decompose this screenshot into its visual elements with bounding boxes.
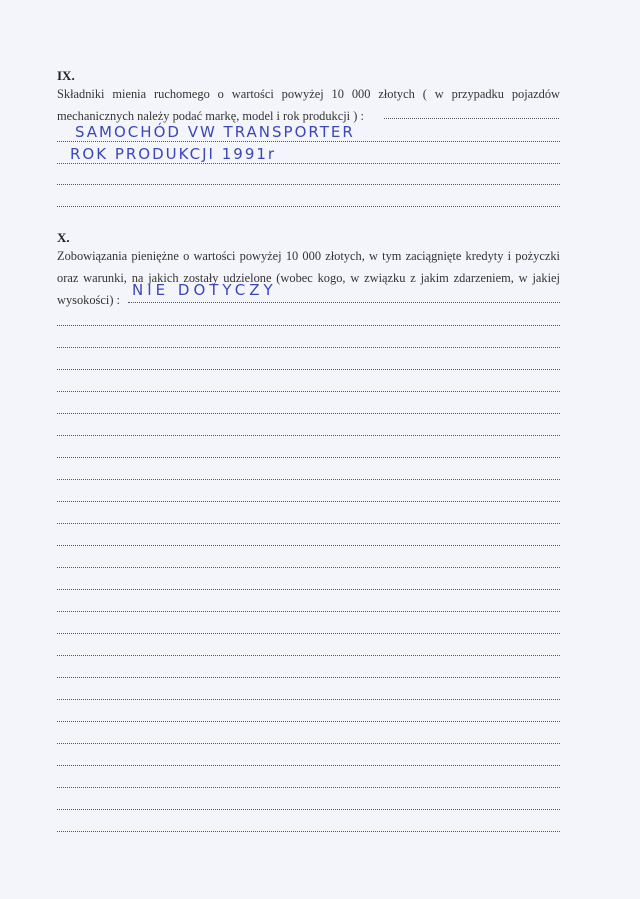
section-x-text-line1: Zobowiązania pieniężne o wartości powyżej 10 000 złotych, w tym zaciągnięte kredyty i pożyczki — [57, 249, 560, 263]
handwritten-production-year: ROK PRODUKCJI 1991r — [70, 145, 277, 163]
answer-line — [57, 391, 560, 392]
answer-line — [57, 743, 560, 744]
answer-line — [57, 501, 560, 502]
answer-line — [57, 589, 560, 590]
section-x-text-line2: oraz warunki, na jakich zostały udzielone (wobec kogo, w związku z jakim zdarzeniem, w jakiej — [57, 271, 560, 285]
handwritten-not-applicable: NIE DOTYCZY — [132, 281, 277, 299]
answer-line — [57, 325, 560, 326]
answer-line — [57, 699, 560, 700]
answer-line — [57, 721, 560, 722]
section-x-heading: X. — [57, 230, 70, 245]
answer-line — [57, 163, 560, 164]
answer-line — [57, 567, 560, 568]
section-ix-text-line1: Składniki mienia ruchomego o wartości powyżej 10 000 złotych ( w przypadku pojazdów — [57, 87, 560, 101]
answer-line — [128, 302, 560, 303]
answer-line — [57, 184, 560, 185]
answer-line — [57, 369, 560, 370]
answer-line — [57, 413, 560, 414]
answer-line — [57, 655, 560, 656]
answer-line — [57, 347, 560, 348]
section-x-text-line3: wysokości) : — [57, 293, 120, 307]
handwritten-vehicle: SAMOCHÓD VW TRANSPORTER — [75, 123, 355, 141]
answer-line — [57, 545, 560, 546]
answer-line — [57, 523, 560, 524]
answer-line — [57, 765, 560, 766]
answer-line — [57, 787, 560, 788]
answer-line — [57, 435, 560, 436]
answer-line — [57, 611, 560, 612]
answer-line — [57, 479, 560, 480]
answer-line — [57, 206, 560, 207]
answer-line — [384, 118, 559, 119]
answer-line — [57, 809, 560, 810]
answer-line — [57, 677, 560, 678]
answer-line — [57, 141, 560, 142]
answer-line — [57, 831, 560, 832]
section-ix-heading: IX. — [57, 68, 75, 83]
answer-line — [57, 457, 560, 458]
answer-line — [57, 633, 560, 634]
section-ix-text-line2: mechanicznych należy podać markę, model i rok produkcji ) : — [57, 109, 364, 123]
